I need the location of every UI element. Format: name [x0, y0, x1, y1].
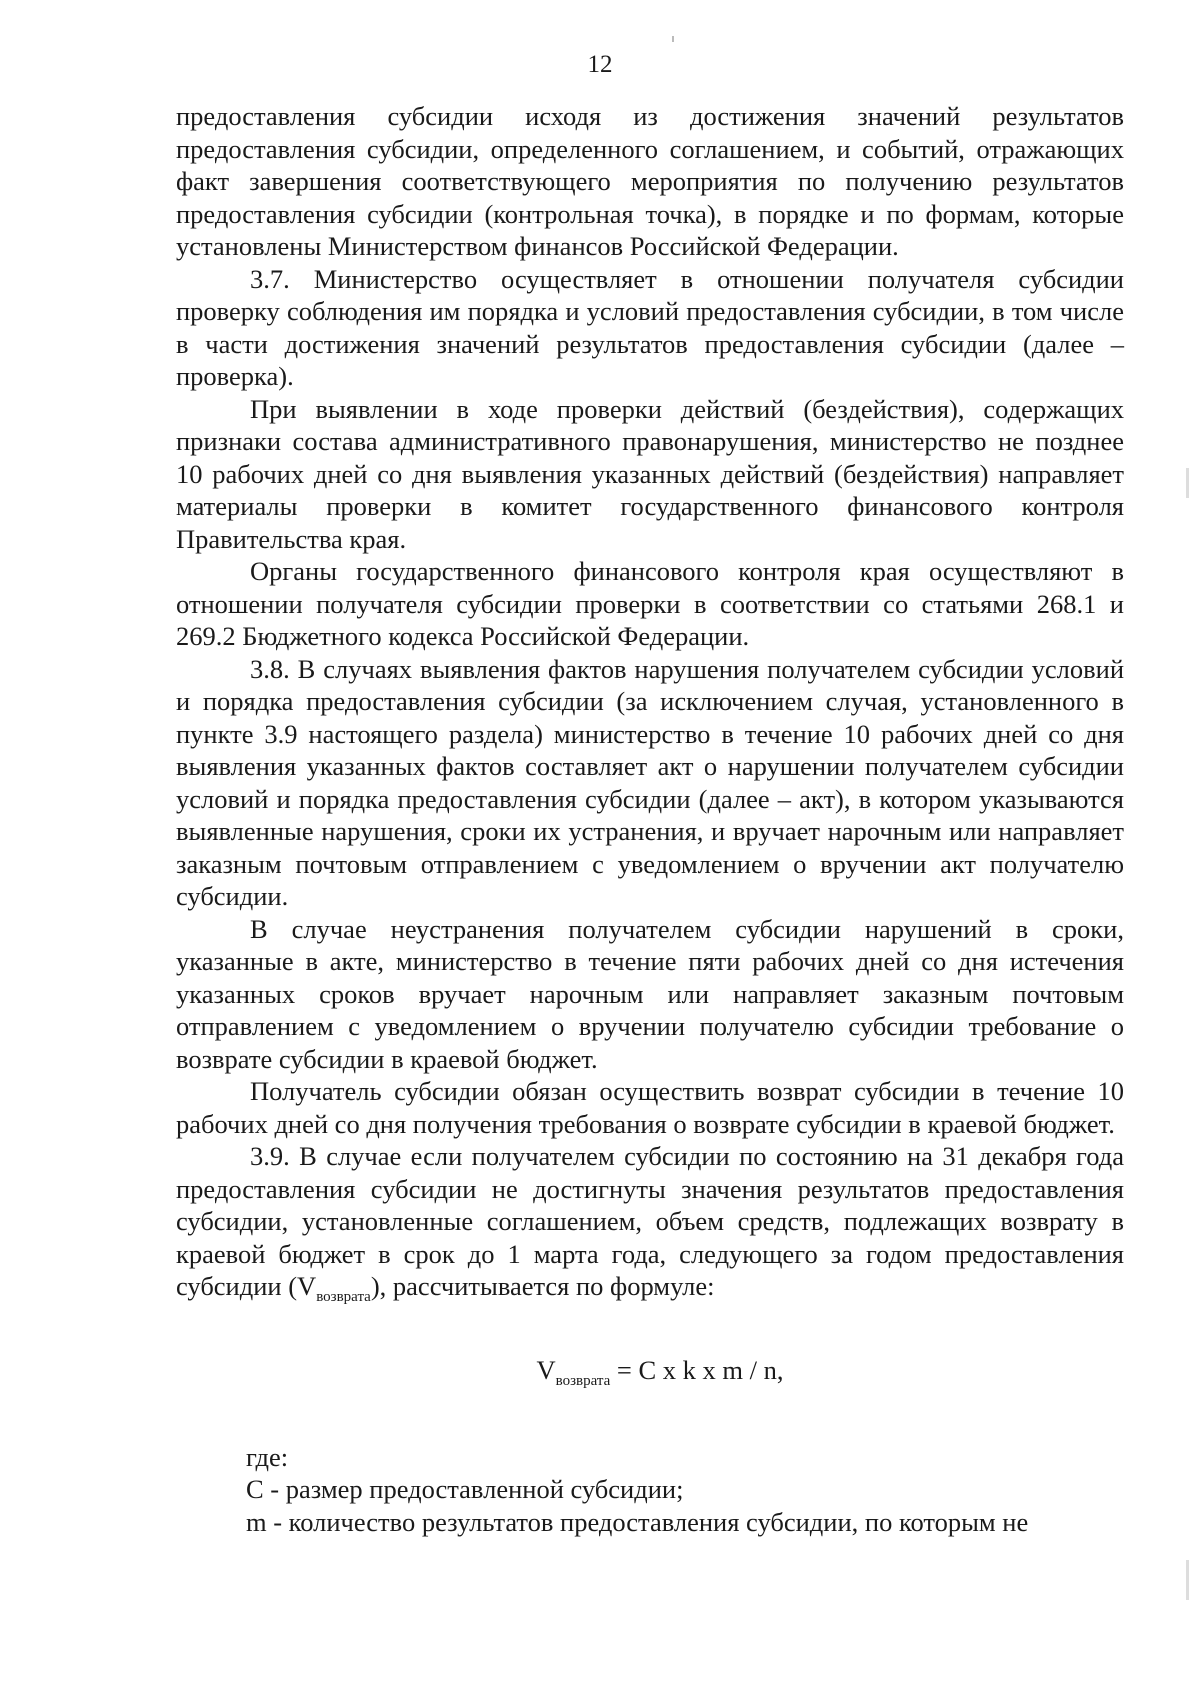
- paragraph-3-8-refund: Получатель субсидии обязан осуществить возврат субсидии в течение 10 рабочих дней со дня получения требования о возврате субсидии в краевой бюджет.: [176, 1076, 1124, 1139]
- paragraph-3-8: 3.8. В случаях выявления фактов нарушения получателем субсидии условий и порядка предоставления субсидии (за исключением случая, установленного в пункте 3.9 настоящего раздела) министерство в течение 10 рабочих дней со дня выявления указанных фактов составляет акт о нарушении получателем субсидии условий и порядка предоставления субсидии (далее – акт), в котором указываются выявленные нарушения, сроки их устранения, и вручает нарочным или направляет заказным почтовым отправлением с уведомлением о вручении акт получателю субсидии.: [176, 653, 1124, 911]
- paragraph-3-9-text: 3.9. В случае если получателем субсидии по состоянию на 31 декабря года предоставления субсидии не достигнуты значения результатов предоставления субсидии, установленные соглашением, объем средств, подлежащих возврату в краевой бюджет в срок до 1 марта года, следующего за годом предоставления субсидии (V: [176, 1141, 1124, 1301]
- formula-lhs-subscript: возврата: [555, 1372, 611, 1389]
- formula-lhs: V: [536, 1354, 556, 1385]
- scan-speck: [672, 36, 674, 42]
- paragraph-3-8-non-elimination: В случае неустранения получателем субсидии нарушений в сроки, указанные в акте, министерство в течение пяти рабочих дней со дня истечения указанных сроков вручает нарочным или направляет заказным почтовым отправлением с уведомлением о вручении получателю субсидии требование о возврате субсидии в краевой бюджет.: [176, 913, 1124, 1074]
- definition-c: C - размер предоставленной субсидии;: [246, 1474, 684, 1504]
- scan-edge-mark: [1186, 468, 1189, 498]
- paragraph-3-7: 3.7. Министерство осуществляет в отношении получателя субсидии проверку соблюдения им порядка и условий предоставления субсидии, в том числе в части достижения значений результатов предоставления субсидии (далее – проверка).: [176, 263, 1124, 391]
- paragraph-3-9: [176, 1140, 1124, 1314]
- definitions-where: где:: [246, 1441, 289, 1472]
- document-body: [176, 100, 1124, 1538]
- page-number: 12: [587, 51, 613, 78]
- scan-edge-mark-lower: [1186, 1560, 1189, 1600]
- paragraph-3-7-violations: При выявлении в ходе проверки действий (бездействия), содержащих признаки состава административного правонарушения, министерство не позднее 10 рабочих дней со дня выявления указанных действий (бездействия) направляет материалы проверки в комитет государственного финансового контроля Правительства края.: [176, 393, 1124, 554]
- paragraph-3-7-financial-control: Органы государственного финансового контроля края осуществляют в отношении получателя субсидии проверки в соответствии со статьями 268.1 и 269.2 Бюджетного кодекса Российской Федерации.: [176, 556, 1124, 651]
- paragraph-3-9-text-end: ), рассчитывается по формуле:: [370, 1271, 715, 1301]
- definition-m: m - количество результатов предоставления субсидии, по которым не: [246, 1506, 1029, 1537]
- refund-formula: [176, 1354, 1124, 1397]
- paragraph-intro: предоставления субсидии исходя из достижения значений результатов предоставления субсидии, определенного соглашением, и событий, отражающих факт завершения соответствующего мероприятия по получению результатов предоставления субсидии (контрольная точка), в порядке и по формам, которые установлены Министерством финансов Российской Федерации.: [176, 101, 1124, 261]
- paragraph-3-9-subscript: возврата: [316, 1289, 371, 1305]
- formula-rhs: = C x k x m / n,: [610, 1354, 784, 1385]
